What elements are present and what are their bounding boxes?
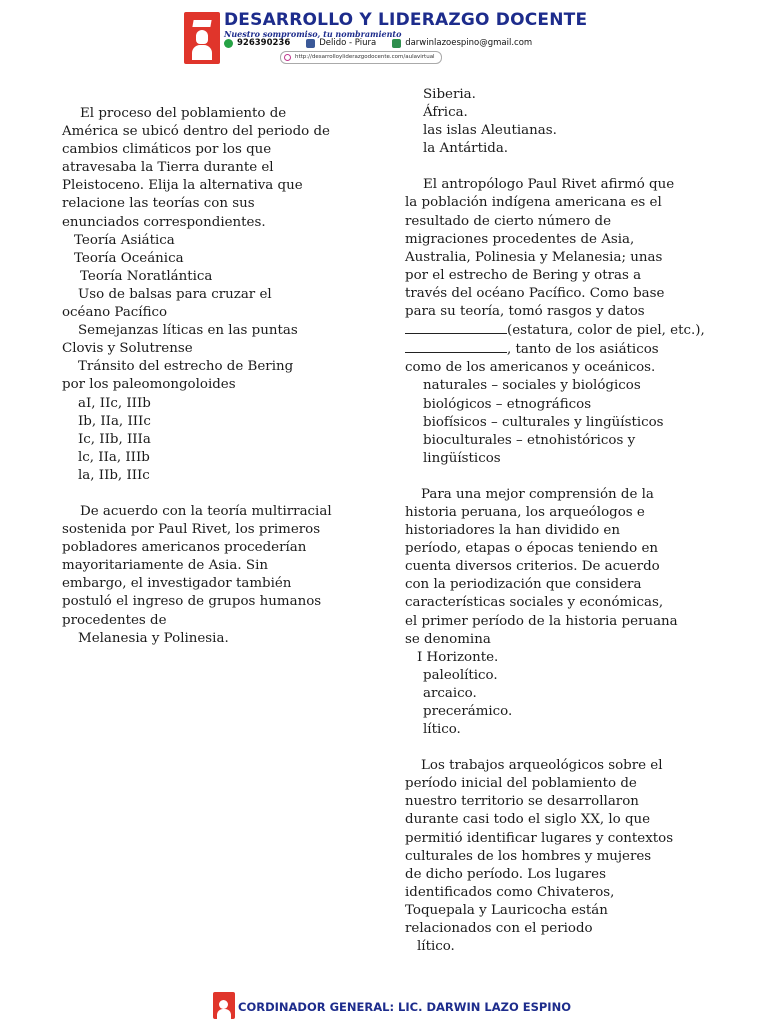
answer-option: lítico.	[423, 722, 461, 738]
answer-option: bioculturales – etnohistóricos y	[423, 432, 636, 448]
facebook-contact	[306, 38, 376, 48]
facebook-name: Delido - Piura	[319, 38, 377, 48]
statement-line: Semejanzas líticas en las puntas	[78, 323, 298, 339]
question-line: Para una mejor comprensión de la	[421, 486, 654, 502]
question-line: El antropólogo Paul Rivet afirmó que	[423, 177, 675, 193]
right-column	[405, 86, 725, 956]
theory-item: Teoría Oceánica	[74, 250, 184, 266]
answer-option: la Antártida.	[423, 141, 509, 157]
answer-option: biofísicos – culturales y lingüísticos	[423, 414, 664, 430]
question-line: características sociales y económicas,	[405, 595, 664, 611]
left-column	[62, 105, 362, 648]
question-line: relacionados con el periodo	[405, 921, 593, 937]
answer-option: la, IIb, IIIc	[78, 467, 150, 483]
statement-line: océano Pacífico	[62, 305, 168, 321]
whatsapp-icon	[224, 39, 233, 48]
blank-line	[405, 340, 507, 353]
answer-option: aI, IIc, IIIb	[78, 395, 151, 411]
answer-option: Ic, IIb, IIIa	[78, 431, 151, 447]
answer-option: Ib, IIa, IIIc	[78, 413, 151, 429]
question-line: como de los americanos y oceánicos.	[405, 360, 656, 376]
answer-option: paleolítico.	[423, 667, 498, 683]
answer-option: Siberia.	[423, 87, 476, 102]
question-line: resultado de cierto número de	[405, 213, 612, 229]
blank-tail: (estatura, color de piel, etc.),	[507, 323, 705, 339]
footer-text: CORDINADOR GENERAL: LIC. DARWIN LAZO ESPINO	[238, 1000, 571, 1014]
answer-option: I Horizonte.	[417, 649, 499, 665]
answer-option: las islas Aleutianas.	[423, 123, 557, 139]
question-line: por el estrecho de Bering y otras a	[405, 267, 642, 283]
answer-option: biológicos – etnográficos	[423, 396, 592, 412]
phone-contact	[224, 38, 290, 48]
question-line: permitió identificar lugares y contextos	[405, 830, 674, 846]
header-contacts	[224, 38, 548, 48]
email-contact	[392, 38, 532, 48]
footer-logo-icon	[213, 992, 235, 1019]
phone-number: 926390236	[237, 38, 291, 48]
question-line: cambios climáticos por los que	[62, 142, 272, 158]
question-line	[405, 340, 725, 359]
question-line: el primer período de la historia peruana	[405, 613, 678, 629]
question-line: de dicho período. Los lugares	[405, 866, 606, 882]
answer-option: precerámico.	[423, 704, 513, 719]
globe-icon	[284, 54, 291, 61]
question-line: culturales de los hombres y mujeres	[405, 848, 652, 864]
question-line: migraciones procedentes de Asia,	[405, 231, 635, 247]
question-line: durante casi todo el siglo XX, lo que	[405, 812, 651, 828]
question-line: Pleistoceno. Elija la alternativa que	[62, 178, 303, 194]
answer-option: lítico.	[417, 939, 455, 955]
question-line: través del océano Pacífico. Como base	[405, 285, 665, 301]
question-line: América se ubicó dentro del periodo de	[62, 124, 330, 140]
question-line: historia peruana, los arqueólogos e	[405, 504, 645, 520]
question-line: Los trabajos arqueológicos sobre el	[421, 758, 663, 774]
question-line: cuenta diversos criterios. De acuerdo	[405, 559, 660, 575]
question-line: embargo, el investigador también	[62, 576, 292, 592]
question-line: De acuerdo con la teoría multirracial	[80, 503, 332, 519]
answer-option: arcaico.	[423, 685, 477, 701]
question-line: nuestro territorio se desarrollaron	[405, 794, 639, 810]
question-line: para su teoría, tomó rasgos y datos	[405, 304, 645, 320]
facebook-icon	[306, 39, 315, 48]
question-line: historiadores la han dividido en	[405, 523, 620, 539]
statement-line: Tránsito del estrecho de Bering	[78, 359, 294, 375]
question-line: período inicial del poblamiento de	[405, 776, 637, 792]
question-line: atravesaba la Tierra durante el	[62, 160, 274, 176]
question-line: postuló el ingreso de grupos humanos	[62, 594, 322, 610]
answer-option: lingüísticos	[423, 450, 501, 466]
header-subtitle: Nuestro sompromiso, tu nombramiento	[224, 29, 402, 39]
website-link[interactable]	[280, 51, 442, 64]
theory-item: Teoría Asiática	[74, 232, 175, 248]
question-line: período, etapas o épocas teniendo en	[405, 541, 659, 557]
blank-line	[405, 321, 507, 334]
question-line: enunciados correspondientes.	[62, 214, 266, 230]
blank-tail: , tanto de los asiáticos	[507, 342, 659, 358]
question-line: procedentes de	[62, 612, 167, 628]
question-line: Toquepala y Lauricocha están	[405, 902, 608, 918]
question-line: mayoritariamente de Asia. Sin	[62, 558, 268, 574]
theory-item: Teoría Noratlántica	[80, 268, 213, 284]
answer-option: Melanesia y Polinesia.	[78, 630, 229, 646]
statement-line: Clovis y Solutrense	[62, 341, 193, 357]
page-footer	[213, 992, 573, 1019]
answer-option: África.	[423, 105, 468, 121]
header-title: DESARROLLO Y LIDERAZGO DOCENTE	[224, 10, 588, 30]
question-line: con la periodización que considera	[405, 577, 642, 593]
question-line: Australia, Polinesia y Melanesia; unas	[405, 249, 663, 265]
statement-line: por los paleomongoloides	[62, 377, 236, 393]
statement-line: Uso de balsas para cruzar el	[78, 286, 272, 302]
email-address: darwinlazoespino@gmail.com	[405, 38, 533, 48]
question-line	[405, 321, 725, 340]
question-line: identificados como Chivateros,	[405, 884, 615, 900]
logo-icon	[184, 12, 220, 64]
page-header	[184, 10, 586, 64]
question-line: relacione las teorías con sus	[62, 196, 255, 212]
question-line: se denomina	[405, 631, 491, 647]
answer-option: lc, IIa, IIIb	[78, 449, 150, 465]
question-line: la población indígena americana es el	[405, 195, 662, 211]
question-line: pobladores americanos procederían	[62, 540, 307, 556]
question-line: sostenida por Paul Rivet, los primeros	[62, 522, 321, 538]
answer-option: naturales – sociales y biológicos	[423, 378, 641, 394]
mail-icon	[392, 39, 401, 48]
question-line: El proceso del poblamiento de	[80, 106, 287, 121]
website-url: http://desarrolloyliderazgodocente.com/aulavirtual	[295, 54, 435, 60]
